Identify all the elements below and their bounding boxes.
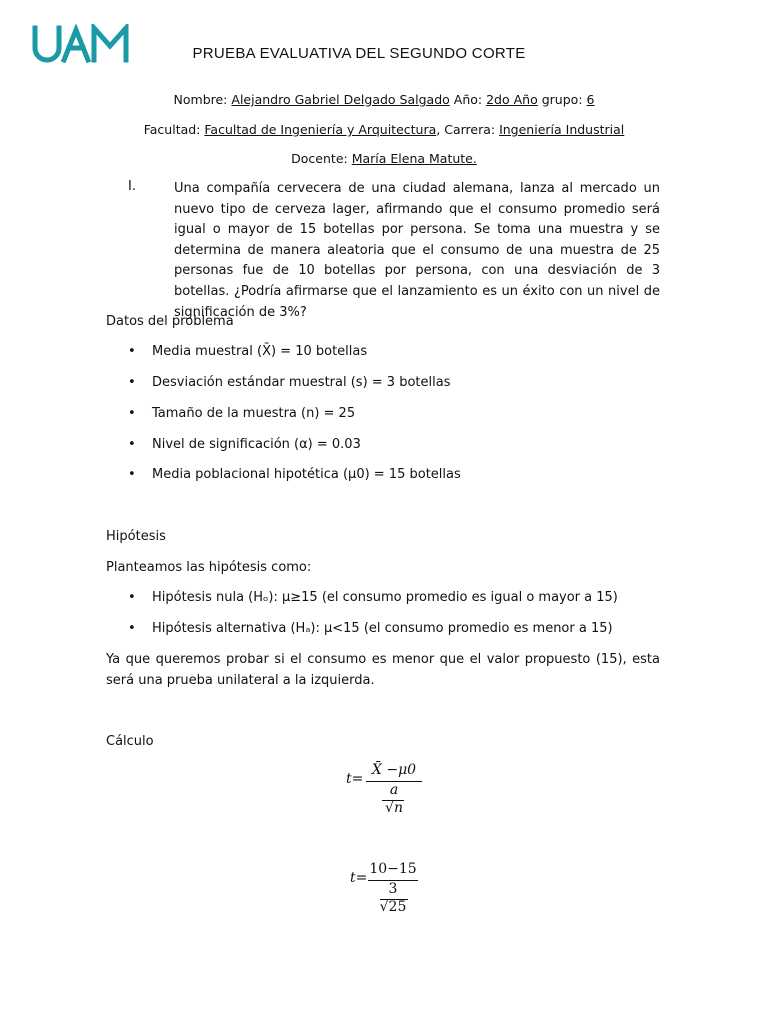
question-number: I. xyxy=(128,179,136,194)
faculty-name: Facultad de Ingeniería y Arquitectura xyxy=(204,122,437,137)
list-item: • Media poblacional hipotética (μ0) = 15 botellas xyxy=(128,467,461,482)
student-info-line: Nombre: Alejandro Gabriel Delgado Salgado Año: 2do Año grupo: 6 xyxy=(173,92,595,107)
student-name: Alejandro Gabriel Delgado Salgado xyxy=(231,92,450,107)
faculty-line: Facultad: Facultad de Ingeniería y Arquitectura, Carrera: Ingeniería Industrial xyxy=(143,122,625,137)
datos-heading: Datos del problema xyxy=(106,314,234,329)
formula-general: t= X̄ −μ0 a √n xyxy=(346,762,436,822)
teacher-line: Docente: María Elena Matute. xyxy=(291,151,477,166)
question-text: Una compañía cervecera de una ciudad alemana, lanza al mercado un nuevo tipo de cerveza lager, afirmando que el consumo promedio será igual o mayor de 15 botellas por persona. Se toma una muestra y se determina de manera aleatoria que el consumo de una muestra de 25 personas fue de 10 botellas por persona, con una desviación de 3 botellas. ¿Podría afirmarse que el lanzamiento es un éxito con un nivel de significación de 3%? xyxy=(174,181,660,320)
calculo-heading: Cálculo xyxy=(106,734,154,749)
list-item: • Hipótesis nula (Hₒ): μ≥15 (el consumo promedio es igual o mayor a 15) xyxy=(128,590,618,605)
hipotesis-heading: Hipótesis xyxy=(106,529,166,544)
student-year: 2do Año xyxy=(486,92,538,107)
student-group: 6 xyxy=(586,92,595,107)
list-item: • Hipótesis alternativa (Hₐ): μ<15 (el consumo promedio es menor a 15) xyxy=(128,621,613,636)
list-item: • Media muestral (X̄) = 10 botellas xyxy=(128,344,368,359)
hipotesis-intro: Planteamos las hipótesis como: xyxy=(106,560,312,575)
list-item: • Desviación estándar muestral (s) = 3 botellas xyxy=(128,375,451,390)
teacher-name: María Elena Matute. xyxy=(351,151,477,166)
conclusion-paragraph: Ya que queremos probar si el consumo es menor que el valor propuesto (15), esta será una prueba unilateral a la izquierda. xyxy=(106,652,660,688)
document-title: PRUEBA EVALUATIVA DEL SEGUNDO CORTE xyxy=(192,45,526,62)
formula-substituted: t= 10−15 3 √25 xyxy=(350,861,417,915)
svg-text:UAM: UAM xyxy=(30,24,33,25)
list-item: • Nivel de significación (α) = 0.03 xyxy=(128,437,361,452)
career-name: Ingeniería Industrial xyxy=(499,122,625,137)
list-item: • Tamaño de la muestra (n) = 25 xyxy=(128,406,356,421)
